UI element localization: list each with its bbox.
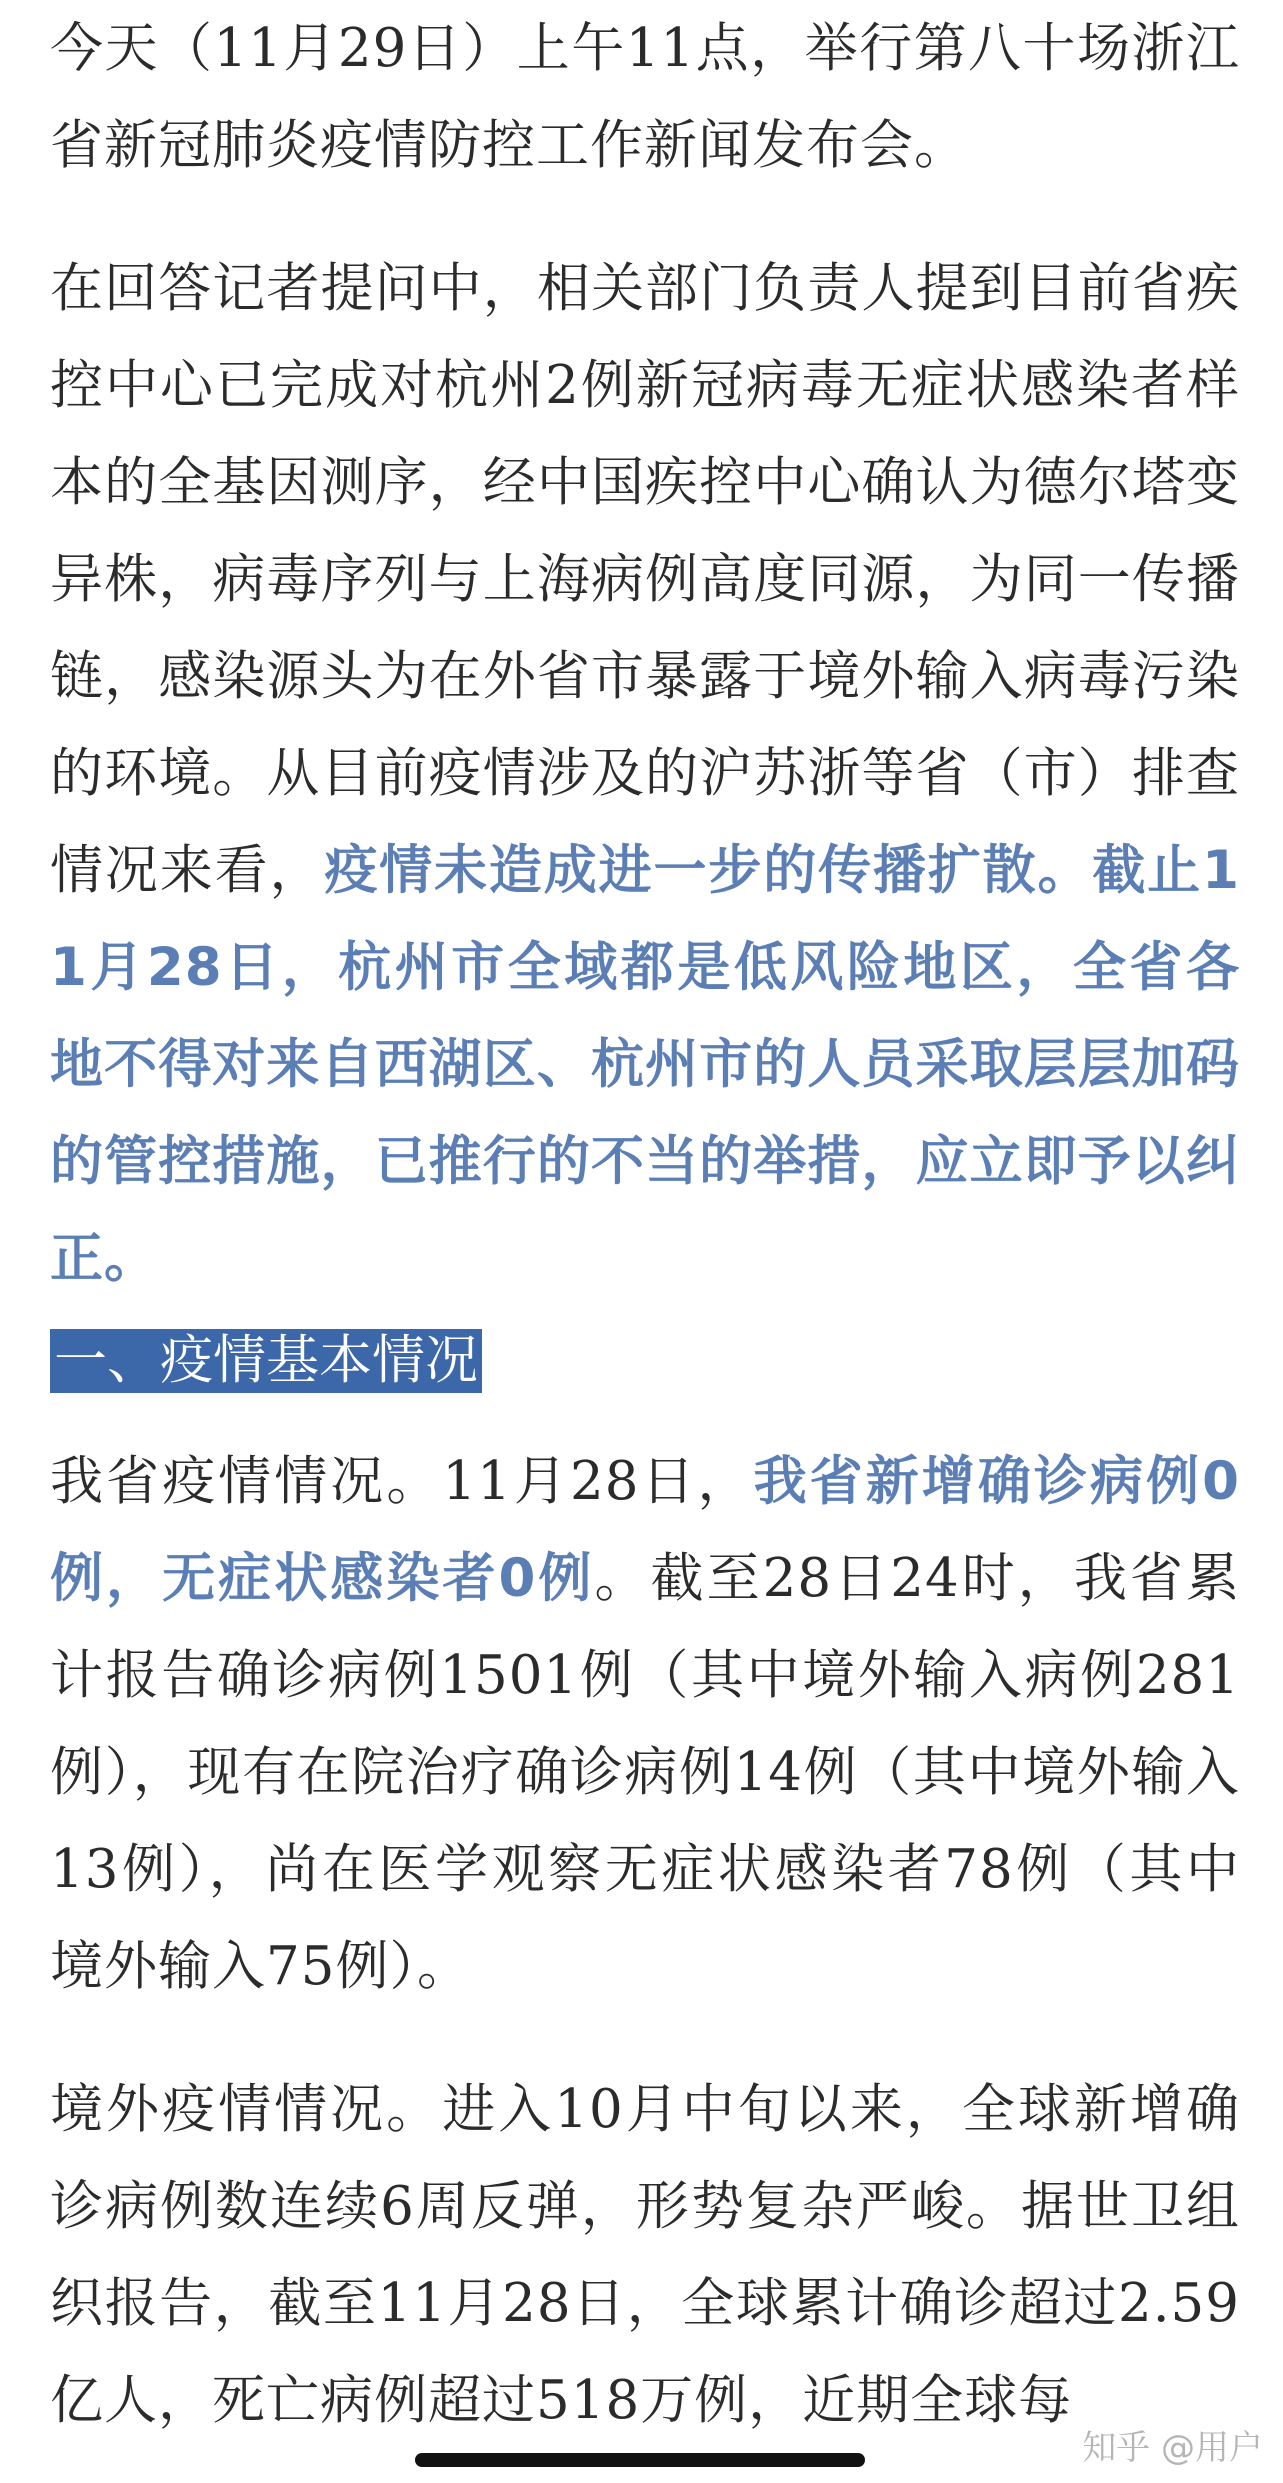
paragraph-qa-text: 在回答记者提问中，相关部门负责人提到目前省疾控中心已完成对杭州2例新冠病毒无症状感染者样本的全基因测序，经中国疾控中心确认为德尔塔变异株，病毒序列与上海病例高度同源，为同一传播链，感染源头为在外省市暴露于境外输入病毒污染的环境。从目前疫情涉及的沪苏浙等省（市）排查情况来看， [50,258,1240,901]
highlight-low-risk: 疫情未造成进一步的传播扩散。截止11月28日，杭州市全域都是低风险地区，全省各地不得对来自西湖区、杭州市的人员采取层层加码的管控措施，已推行的不当的举措，应立即予以纠正。 [50,840,1240,1289]
section-heading-wrap [50,1329,1240,1393]
province-lead: 我省疫情情况。11月28日， [50,1451,754,1512]
paragraph-qa [50,240,1240,1307]
section-heading-basic-situation[interactable]: 一、疫情基本情况 [50,1329,482,1393]
watermark: 知乎 @用户 [1082,2428,1263,2468]
home-indicator-bar[interactable] [415,2453,865,2467]
province-rest: 。截至28日24时，我省累计报告确诊病例1501例（其中境外输入病例281例），现有在院治疗确诊病例14例（其中境外输入13例），尚在医学观察无症状感染者78例（其中境外输入75例）。 [50,1548,1240,1997]
paragraph-intro: 今天（11月29日）上午11点，举行第八十场浙江省新冠肺炎疫情防控工作新闻发布会。 [50,18,1240,176]
highlight-new-cases: 我省新增确诊病例0例，无症状感染者0例 [50,1451,1240,1609]
article-body [50,0,1240,2449]
paragraph-overseas-situation: 境外疫情情况。进入10月中旬以来，全球新增确诊病例数连续6周反弹，形势复杂严峻。据世卫组织报告，截至11月28日，全球累计确诊超过2.59亿人，死亡病例超过518万例，近期全球每 [50,2079,1240,2431]
paragraph-province-situation [50,1433,1240,2015]
